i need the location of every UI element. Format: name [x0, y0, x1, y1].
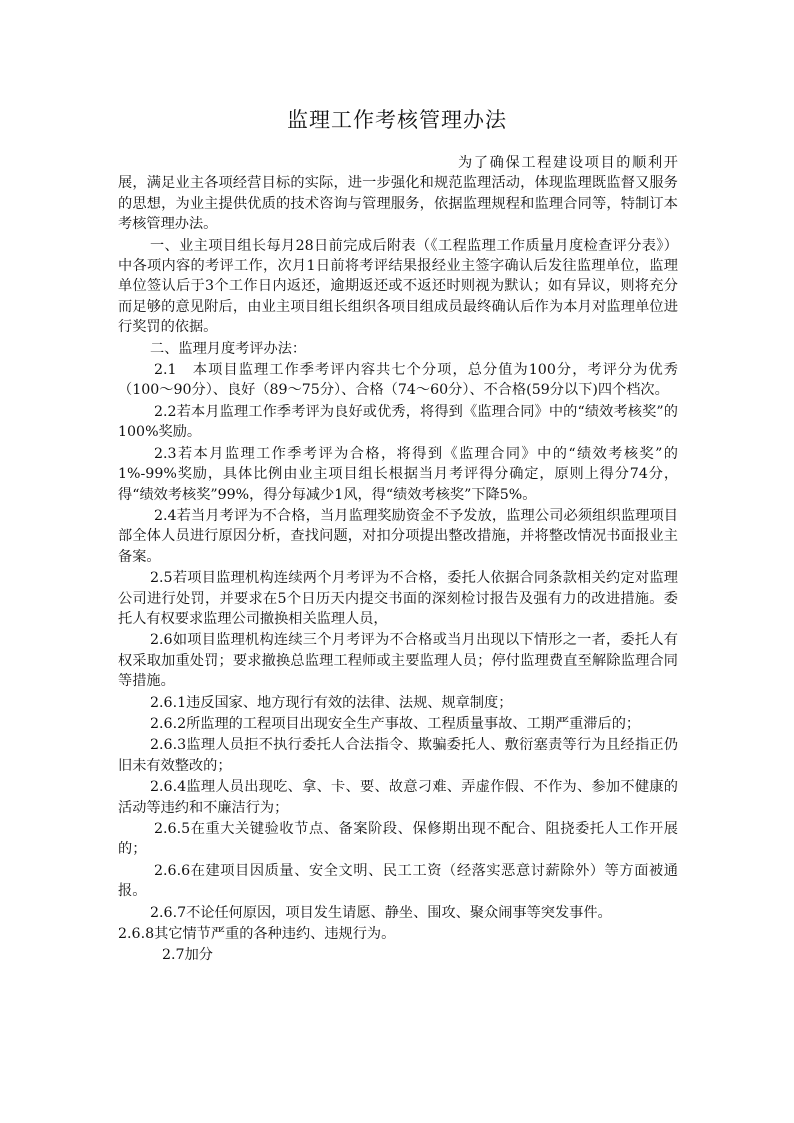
section-2-heading: 二、监理月度考评办法： — [150, 340, 307, 357]
document-body — [118, 153, 678, 967]
clause-2-1: 2.1 本项目监理工作季考评内容共七个分项，总分值为100分，考评分为优秀（100～90分）、良好（89～75分）、合格（74～60分）、不合格(59分以下)四个档次。 — [118, 362, 678, 399]
clause-2-6-4: 2.6.4监理人员出现吃、拿、卡、要、故意刁难、弄虚作假、不作为、参加不健康的活动等违约和不廉洁行为； — [118, 779, 678, 816]
intro-paragraph: 为了确保工程建设项目的顺利开展，满足业主各项经营目标的实际，进一步强化和规范监理活动，体现监理既监督又服务的思想，为业主提供优质的技术咨询与管理服务，依据监理规程和监理合同等，特制订本考核管理办法。 — [118, 155, 678, 233]
clause-2-6-2: 2.6.2所监理的工程项目出现安全生产事故、工程质量事故、工期严重滞后的； — [150, 715, 641, 732]
clause-2-6-8: 2.6.8其它情节严重的各种违约、违规行为。 — [118, 926, 396, 943]
clause-2-6-6: 2.6.6在建项目因质量、安全文明、民工工资（经落实恶意讨薪除外）等方面被通报。 — [118, 862, 678, 900]
clause-2-6-5: 2.6.5在重大关键验收节点、备案阶段、保修期出现不配合、阻挠委托人工作开展的； — [118, 821, 678, 858]
clause-2-6-3: 2.6.3监理人员拒不执行委托人合法指令、欺骗委托人、敷衍塞责等行为且经指正仍旧未有效整改的； — [118, 737, 678, 774]
clause-2-6-1: 2.6.1违反国家、地方现行有效的法律、法规、规章制度； — [150, 694, 513, 711]
clause-2-6: 2.6如项目监理机构连续三个月考评为不合格或当月出现以下情形之一者，委托人有权采取加重处罚；要求撤换总监理工程师或主要监理人员；停付监理费直至解除监理合同等措施。 — [118, 632, 678, 690]
clause-2-2: 2.2若本月监理工作季考评为良好或优秀，将得到《监理合同》中的“绩效考核奖”的100%奖励。 — [118, 403, 678, 441]
clause-2-3: 2.3若本月监理工作季考评为合格，将得到《监理合同》中的“绩效考核奖”的1%-99%奖励，具体比例由业主项目组长根据当月考评得分确定，原则上得分74分，得“绩效考核奖”99%，得分每减少1风，得“绩效考核奖”下降5%。 — [118, 445, 679, 503]
clause-2-6-7: 2.6.7不论任何原因，项目发生请愿、静坐、围攻、聚众闹事等突发事件。 — [150, 904, 612, 921]
section-1-paragraph: 一、业主项目组长每月28日前完成后附表（《工程监理工作质量月度检查评分表》）中各项内容的考评工作，次月1日前将考评结果报经业主签字确认后发往监理单位，监理单位签认后于3个工作日内返还，逾期返还或不返还时则视为默认；如有异议，则将充分而足够的意见附后，由业主项目组长组织各项目组成员最终确认后作为本月对监理单位进行奖罚的依据。 — [118, 237, 678, 336]
clause-2-4: 2.4若当月考评为不合格，当月监理奖励资金不予发放，监理公司必须组织监理项目部全体人员进行原因分析，查找问题，对扣分项提出整改措施，并将整改情况书面报业主备案。 — [118, 507, 678, 565]
clause-2-7: 2.7加分 — [162, 947, 213, 964]
document-title: 监理工作考核管理办法 — [287, 108, 507, 132]
clause-2-5: 2.5若项目监理机构连续两个月考评为不合格，委托人依据合同条款相关约定对监理公司进行处罚，并要求在5个日历天内提交书面的深刻检讨报告及强有力的改进措施。委托人有权要求监理公司撤换相关监理人员， — [118, 570, 678, 627]
